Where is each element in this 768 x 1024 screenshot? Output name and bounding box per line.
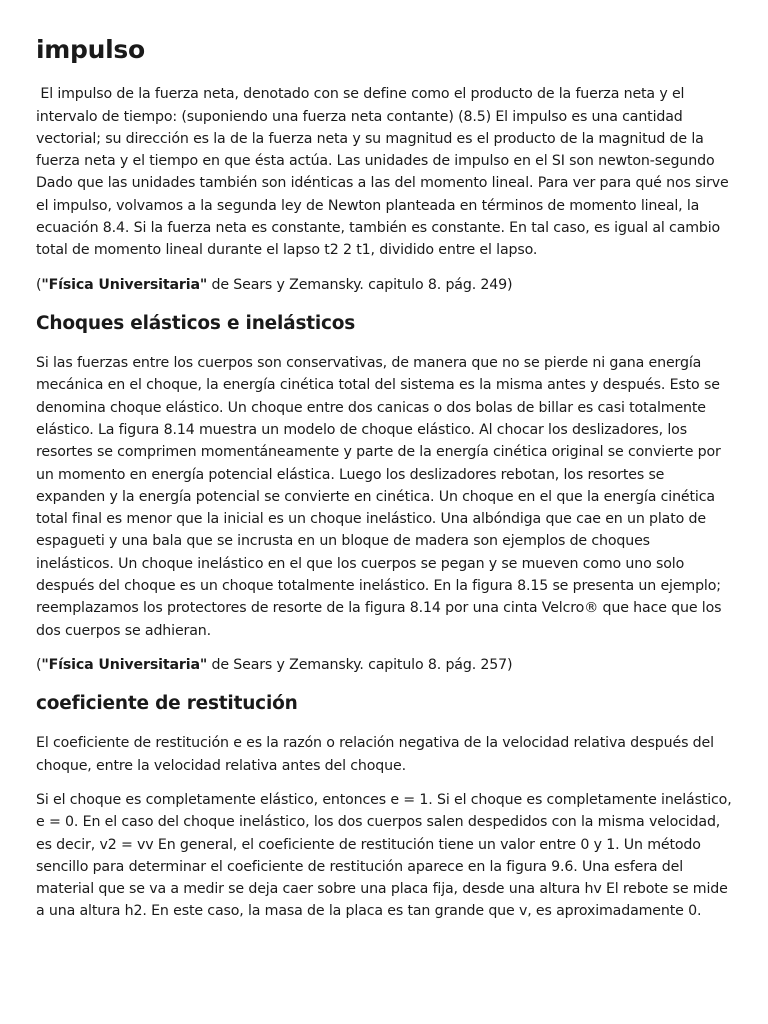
choques-paragraph: Si las fuerzas entre los cuerpos son conservativas, de manera que no se pierde ni gana energía mecánica en el choque, la energía cinética total del sistema es la misma antes y después. Esto se denomina choque elástico. Un choque entre dos canicas o dos bolas de billar es casi totalmente elástico. La figura 8.14 muestra un modelo de choque elástico. Al chocar los deslizadores, los resortes se comprimen momentáneamente y parte de la energía cinética original se convierte por un momento en energía potencial elástica. Luego los deslizadores rebotan, los resortes se expanden y la energía potencial se convierte en cinética. Un choque en el que la energía cinética total final es menor que la inicial es un choque inelástico. Una albóndiga que cae en un plato de espagueti y una bala que se incrusta en un bloque de madera son ejemplos de choques inelásticos. Un choque inelástico en el que los cuerpos se pegan y se mueven como uno solo después del choque es un choque totalmente inelástico. En la figura 8.15 se presenta un ejemplo; reemplazamos los protectores de resorte de la figura 8.14 por una cinta Velcro® que hace que los dos cuerpos se adhieran. bbox=[36, 355, 722, 639]
page-title: impulso bbox=[36, 35, 145, 64]
section-coeficiente bbox=[36, 692, 732, 923]
coeficiente-heading: coeficiente de restitución bbox=[36, 693, 298, 715]
citation-rest: de Sears y Zemansky. capitulo 8. pág. 249) bbox=[207, 276, 513, 293]
impulso-citation bbox=[36, 274, 732, 296]
coeficiente-paragraph-1: El coeficiente de restitución e es la razón o relación negativa de la velocidad relativa después del choque, entre la velocidad relativa antes del choque. bbox=[36, 735, 714, 774]
citation-open: ( bbox=[36, 276, 42, 293]
citation-book-title: "Física Universitaria" bbox=[41, 656, 208, 673]
choques-heading: Choques elásticos e inelásticos bbox=[36, 312, 356, 334]
citation-rest: de Sears y Zemansky. capitulo 8. pág. 257) bbox=[207, 656, 513, 673]
impulso-paragraph: El impulso de la fuerza neta, denotado con se define como el producto de la fuerza neta y el intervalo de tiempo: (suponiendo una fuerza neta contante) (8.5) El impulso es una cantidad vectorial; su dirección es la de la fuerza neta y su magnitud es el producto de la magnitud de la fuerza neta y el tiempo en que ésta actúa. Las unidades de impulso en el SI son newton-segundo Dado que las unidades también son idénticas a las del momento lineal. Para ver para qué nos sirve el impulso, volvamos a la segunda ley de Newton planteada en términos de momento lineal, la ecuación 8.4. Si la fuerza neta es constante, también es constante. En tal caso, es igual al cambio total de momento lineal durante el lapso t2 2 t1, dividido entre el lapso. bbox=[36, 86, 734, 259]
section-choques bbox=[36, 312, 732, 676]
citation-open: ( bbox=[36, 656, 42, 673]
choques-citation bbox=[36, 654, 732, 676]
section-impulso bbox=[36, 34, 732, 296]
citation-book-title: "Física Universitaria" bbox=[41, 276, 208, 293]
coeficiente-paragraph-2: Si el choque es completamente elástico, entonces e = 1. Si el choque es completamente inelástico, e = 0. En el caso del choque inelástico, los dos cuerpos salen despedidos con la misma velocidad, es decir, v2 = vv En general, el coeficiente de restitución tiene un valor entre 0 y 1. Un método sencillo para determinar el coeficiente de restitución aparece en la figura 9.6. Una esfera del material que se va a medir se deja caer sobre una placa fija, desde una altura hv El rebote se mide a una altura h2. En este caso, la masa de la placa es tan grande que v, es aproximadamente 0. bbox=[36, 791, 732, 920]
